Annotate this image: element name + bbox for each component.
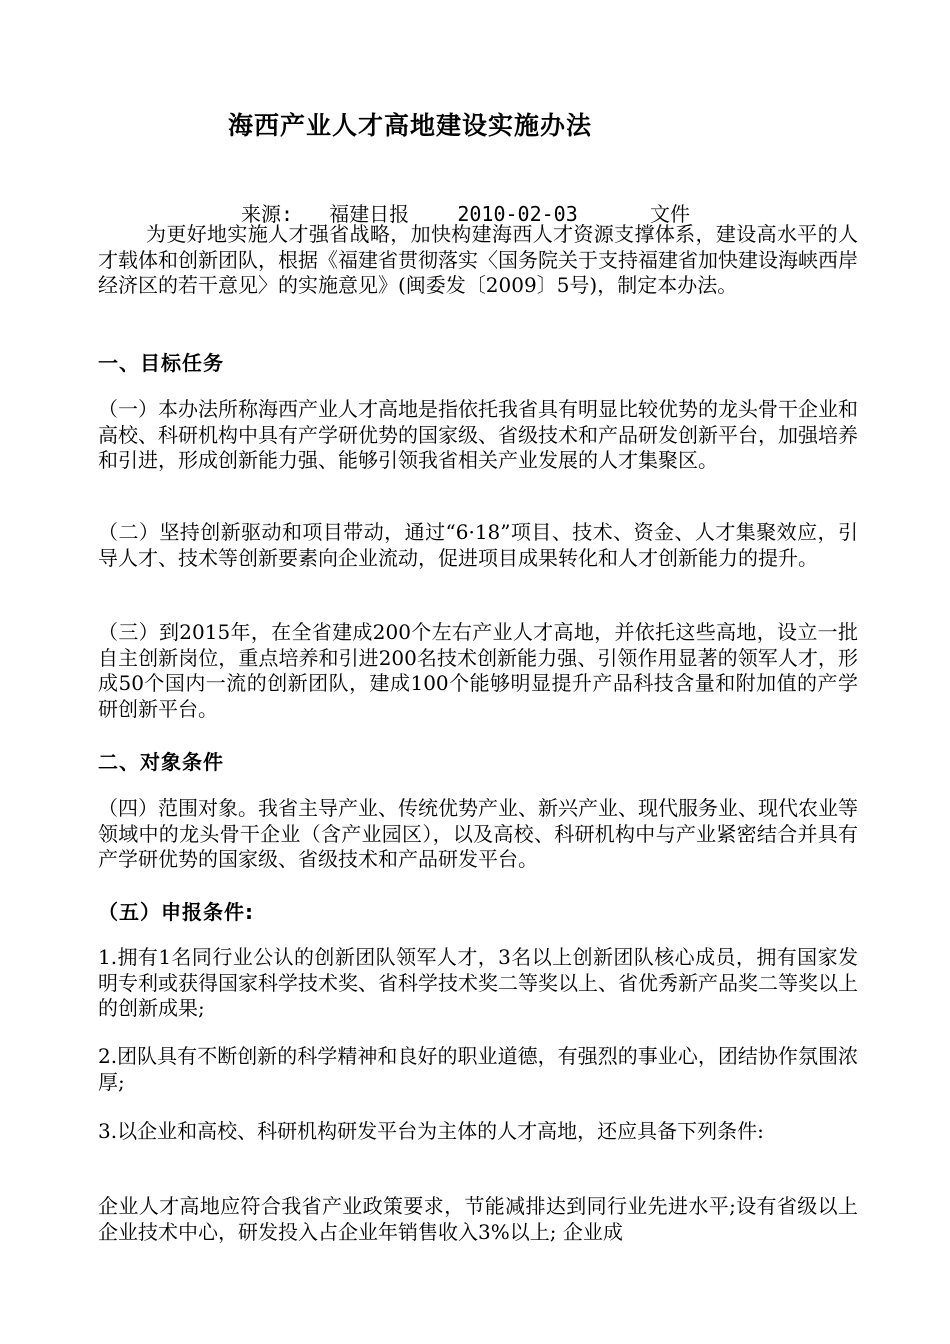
condition-detail: 企业人才高地应符合我省产业政策要求，节能减排达到同行业先进水平;设有省级以上企业技术中心，研发投入占企业年销售收入3%以上; 企业成 bbox=[98, 1194, 858, 1244]
condition-2: 2.团队具有不断创新的科学精神和良好的职业道德，有强烈的事业心，团结协作氛围浓厚; bbox=[98, 1044, 858, 1094]
condition-1: 1.拥有1名同行业公认的创新团队领军人才，3名以上创新团队核心成员，拥有国家发明专利或获得国家科学技术奖、省科学技术奖二等奖以上、省优秀新产品奖二等奖以上的创新成果; bbox=[98, 945, 858, 1020]
paragraph-2: （二）坚持创新驱动和项目带动，通过“6·18”项目、技术、资金、人才集聚效应，引导人才、技术等创新要素向企业流动，促进项目成果转化和人才创新能力的提升。 bbox=[98, 520, 858, 570]
condition-3: 3.以企业和高校、科研机构研发平台为主体的人才高地，还应具备下列条件: bbox=[98, 1119, 764, 1143]
document-title: 海西产业人才高地建设实施办法 bbox=[227, 111, 592, 140]
intro-paragraph: 为更好地实施人才强省战略，加快构建海西人才资源支撑体系，建设高水平的人才载体和创新团队，根据《福建省贯彻落实〈国务院关于支持福建省加快建设海峡西岸经济区的若干意见〉的实施意见》(闽委发〔2009〕5号)，制定本办法。 bbox=[98, 222, 858, 297]
paragraph-4: （四）范围对象。我省主导产业、传统优势产业、新兴产业、现代服务业、现代农业等领域中的龙头骨干企业（含产业园区），以及高校、科研机构中与产业紧密结合并具有产学研优势的国家级、省级技术和产品研发平台。 bbox=[98, 796, 858, 871]
source-line: 来源: 福建日报 2010-02-03 文件 bbox=[241, 202, 690, 226]
section-heading-goals: 一、目标任务 bbox=[98, 351, 224, 375]
paragraph-3: （三）到2015年，在全省建成200个左右产业人才高地，并依托这些高地，设立一批自主创新岗位，重点培养和引进200名技术创新能力强、引领作用显著的领军人才，形成50个国内一流的创新团队，建成100个能够明显提升产品科技含量和附加值的产学研创新平台。 bbox=[98, 620, 858, 721]
paragraph-1: （一）本办法所称海西产业人才高地是指依托我省具有明显比较优势的龙头骨干企业和高校、科研机构中具有产学研优势的国家级、省级技术和产品研发创新平台，加强培养和引进，形成创新能力强、能够引领我省相关产业发展的人才集聚区。 bbox=[98, 397, 858, 472]
section-heading-conditions: 二、对象条件 bbox=[98, 750, 224, 774]
subsection-heading-requirements: （五）申报条件: bbox=[98, 900, 254, 924]
